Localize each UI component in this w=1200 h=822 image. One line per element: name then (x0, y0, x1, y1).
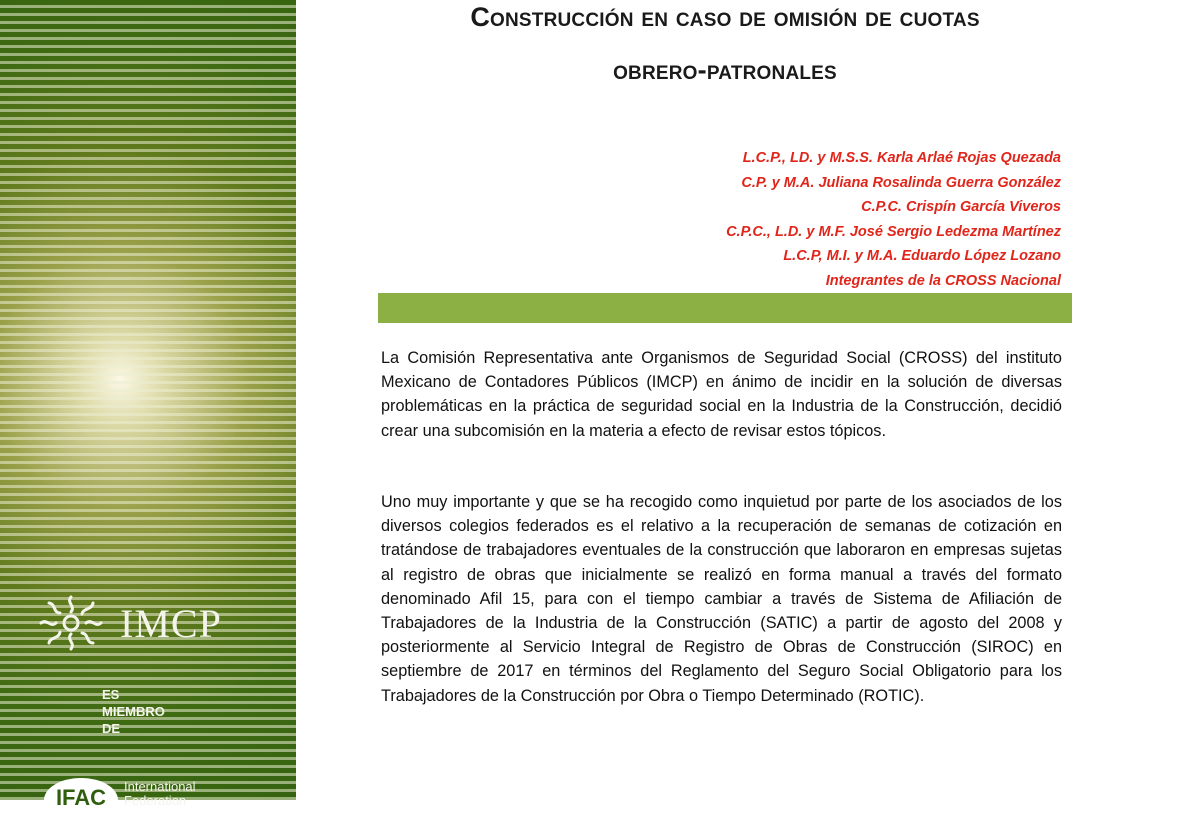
body-paragraph: Uno muy importante y que se ha recogido como inquietud por parte de los asociados de los diversos colegios federados es el relativo a la recuperación de semanas de cotización en tratándose de trabajadores eventuales de la construcción que laboraron en empresas sujetas al registro de obras que inicialmente se realizó en forma manual a través del formato denominado Afil 15, para con el tiempo cambiar a través de Sistema de Afiliación de Trabajadores de la Industria de la Construcción (SATIC) a partir de agosto del 2008 y posteriormente al Servicio Integral de Registro de Obras de Construcción (SIROC) en septiembre de 2017 en términos del Reglamento del Seguro Social Obligatorio para los Trabajadores de la Construcción por Obra o Tiempo Determinado (ROTIC). (381, 493, 1062, 705)
section-divider-bar (378, 293, 1072, 323)
author-line: C.P.C., L.D. y M.F. José Sergio Ledezma Martínez (726, 223, 1061, 240)
body-paragraph: La Comisión Representativa ante Organismos de Seguridad Social (CROSS) del instituto Mexicano de Contadores Públicos (IMCP) en ánimo de incidir en la solución de diversas problemáticas en la práctica de seguridad social en la Industria de la Construcción, decidió crear una subcomisión en la materia a efecto de revisar estos tópicos. (381, 349, 1062, 440)
member-line: MIEMBRO (102, 704, 165, 719)
member-caption (102, 686, 165, 737)
ifac-caption (124, 780, 196, 808)
ifac-line: Federation (124, 793, 187, 808)
decorative-sidebar (0, 0, 296, 810)
author-line: C.P. y M.A. Juliana Rosalinda Guerra González (741, 174, 1061, 191)
body-paragraph-1-container (381, 346, 1062, 443)
author-list (726, 146, 1061, 293)
document-title-line-2: obrero-patronales (613, 55, 837, 85)
ifac-logo (44, 778, 196, 822)
body-paragraph-2-container (381, 490, 1062, 708)
document-title-line-1: Construcción en caso de omisión de cuotas (470, 2, 980, 32)
member-line: DE (102, 721, 121, 736)
ifac-line: International (124, 779, 196, 794)
author-line: C.P.C. Crispín García Viveros (861, 199, 1061, 215)
imcp-emblem-icon (36, 594, 106, 652)
ifac-badge: IFAC (44, 778, 118, 822)
author-line: L.C.P., LD. y M.S.S. Karla Arlaé Rojas Quezada (742, 150, 1061, 166)
author-affiliation: Integrantes de la CROSS Nacional (825, 272, 1061, 289)
author-line: L.C.P, M.I. y M.A. Eduardo López Lozano (783, 248, 1061, 264)
member-line: ES (102, 687, 120, 702)
logo-text: IMCP (120, 600, 222, 646)
imcp-logo (36, 594, 222, 652)
